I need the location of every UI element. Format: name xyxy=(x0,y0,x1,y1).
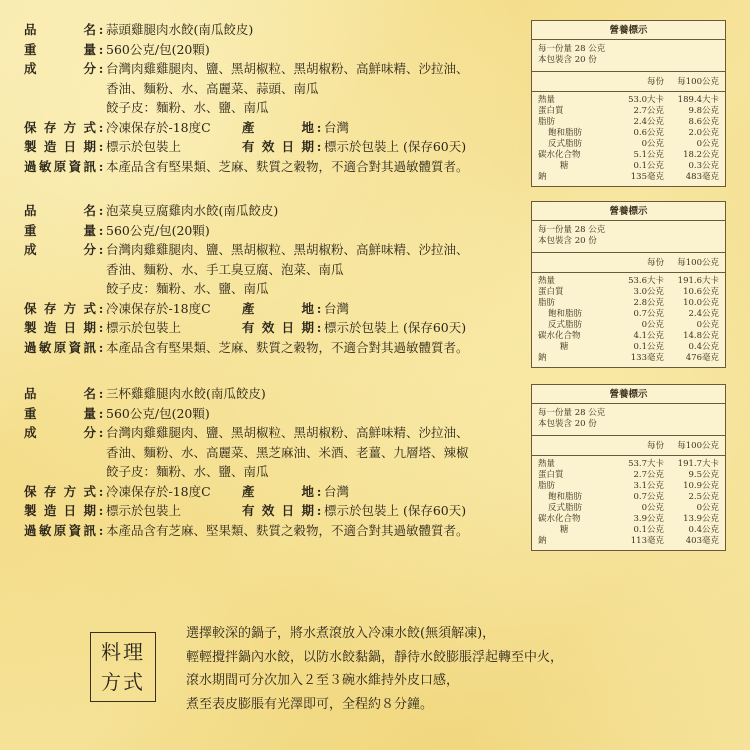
nutrient-name: 碳水化合物 xyxy=(538,331,581,341)
per-serving-value: 0公克 xyxy=(641,139,664,149)
nutrient-name: 反式脂肪 xyxy=(548,320,583,330)
per-serving-value: 0.6公克 xyxy=(633,128,664,138)
cooking-line: 選擇較深的鍋子，將水煮滾放入冷凍水餃(無須解凍)， xyxy=(186,626,496,641)
nutrition-row xyxy=(538,342,719,353)
per-100g-value: 2.0公克 xyxy=(688,128,719,138)
colon: : xyxy=(98,405,104,421)
storage-origin-row xyxy=(24,482,494,502)
serving-info xyxy=(532,404,725,436)
per-serving-value: 2.4公克 xyxy=(633,117,664,127)
wrapper-ingredients: 餃子皮：麵粉、水、鹽、南瓜 xyxy=(106,464,269,479)
storage-origin-row xyxy=(24,299,494,319)
colon: : xyxy=(98,522,104,538)
nutrition-row xyxy=(538,503,719,514)
dates-row xyxy=(24,137,494,157)
per-100g-value: 0.4公克 xyxy=(688,342,719,352)
cooking-label-line1: 料理 xyxy=(101,640,145,664)
nutrient-name: 蛋白質 xyxy=(538,106,564,116)
per-100g-value: 9.5公克 xyxy=(688,470,719,480)
per-serving-value: 3.9公克 xyxy=(633,514,664,524)
weight-value: 560公克/包(20顆) xyxy=(106,41,210,57)
per-100g-header: 每100公克 xyxy=(677,258,719,268)
storage-label: 保 存 方 式 xyxy=(24,300,96,316)
dates-row xyxy=(24,501,494,521)
cooking-label-line2: 方式 xyxy=(101,670,145,694)
storage-label: 保 存 方 式 xyxy=(24,119,96,135)
nutrition-row xyxy=(538,459,719,470)
nutrient-name: 蛋白質 xyxy=(538,470,564,480)
per-serving-value: 2.7公克 xyxy=(633,106,664,116)
ingredients-label: 成 分 xyxy=(24,61,96,76)
nutrition-column-headers xyxy=(532,253,725,273)
storage-label: 保 存 方 式 xyxy=(24,483,96,499)
origin-label: 產 地 xyxy=(242,300,314,316)
expiry-date-label: 有 效 日 期 xyxy=(242,320,314,335)
nutrition-rows xyxy=(532,92,725,186)
nutrition-row xyxy=(538,117,719,128)
expiry-date-label: 有 效 日 期 xyxy=(242,139,314,154)
per-serving-value: 0.7公克 xyxy=(633,309,664,319)
expiry-date-value: 標示於包裝上 (保存60天) xyxy=(324,320,467,335)
product-name: 蒜頭雞腿肉水餃(南瓜餃皮) xyxy=(106,22,254,37)
origin-value: 台灣 xyxy=(324,483,350,499)
nutrient-name: 碳水化合物 xyxy=(538,514,581,524)
nutrition-row xyxy=(538,150,719,161)
cooking-line: 煮至表皮膨脹有光澤即可，全程約８分鐘。 xyxy=(186,696,434,712)
origin-label: 產 地 xyxy=(242,119,314,135)
per-100g-value: 10.9公克 xyxy=(683,481,719,491)
nutrient-name: 鈉 xyxy=(538,353,547,363)
nutrition-facts-table xyxy=(531,201,726,368)
nutrient-name: 熱量 xyxy=(538,95,556,105)
nutrition-row xyxy=(538,128,719,139)
per-100g-value: 191.7大卡 xyxy=(677,459,719,469)
nutrition-row xyxy=(538,514,719,525)
per-100g-value: 10.0公克 xyxy=(683,298,719,308)
per-100g-value: 403毫克 xyxy=(685,536,719,546)
nutrition-title: 營養標示 xyxy=(532,202,725,221)
nutrition-row xyxy=(538,161,719,172)
nutrition-row xyxy=(538,481,719,492)
per-100g-value: 476毫克 xyxy=(685,353,719,363)
allergen-value: 本產品含有堅果類、芝麻、麩質之穀物，不適合對其過敏體質者。 xyxy=(106,339,469,355)
colon: : xyxy=(98,222,104,238)
ingredients-row xyxy=(24,423,494,443)
manufacture-date-value: 標示於包裝上 xyxy=(106,320,182,335)
per-serving-value: 53.6大卡 xyxy=(628,276,664,286)
storage-value: 冷凍保存於-18度C xyxy=(106,119,211,135)
nutrient-name: 鈉 xyxy=(538,536,547,546)
nutrition-row xyxy=(538,470,719,481)
colon: : xyxy=(98,139,104,154)
nutrient-name: 飽和脂肪 xyxy=(548,492,583,502)
product-name-label: 品 名 xyxy=(24,203,96,218)
manufacture-date-label: 製 造 日 期 xyxy=(24,503,96,518)
ingredients-line2: 香油、麵粉、水、高麗菜、黑芝麻油、米酒、老薑、九層塔、辣椒 xyxy=(106,444,469,460)
colon: : xyxy=(98,320,104,335)
manufacture-date-label: 製 造 日 期 xyxy=(24,320,96,335)
serving-size: 每一份量 28 公克 xyxy=(538,44,606,54)
colon: : xyxy=(316,119,322,135)
nutrition-row xyxy=(538,525,719,536)
serving-info xyxy=(532,221,725,253)
servings-per-package: 本包裝含 20 份 xyxy=(538,55,597,65)
nutrient-name: 鈉 xyxy=(538,172,547,182)
colon: : xyxy=(98,503,104,518)
colon: : xyxy=(98,483,104,499)
allergen-label: 過 敏 原 資 訊 xyxy=(24,339,96,355)
colon: : xyxy=(98,339,104,355)
nutrition-row xyxy=(538,139,719,150)
product-info-section xyxy=(24,384,494,540)
nutrition-row xyxy=(538,353,719,364)
cooking-method-label-box xyxy=(90,632,156,702)
colon: : xyxy=(98,22,104,37)
per-serving-value: 3.1公克 xyxy=(633,481,664,491)
per-serving-header: 每份 xyxy=(646,77,664,87)
per-100g-value: 18.2公克 xyxy=(683,150,719,160)
allergen-row xyxy=(24,338,494,358)
colon: : xyxy=(98,41,104,57)
serving-info xyxy=(532,40,725,72)
per-serving-value: 53.0大卡 xyxy=(628,95,664,105)
per-serving-value: 2.8公克 xyxy=(633,298,664,308)
per-100g-value: 0.3公克 xyxy=(688,161,719,171)
per-100g-value: 189.4大卡 xyxy=(677,95,719,105)
nutrition-row xyxy=(538,331,719,342)
product-name-row xyxy=(24,384,494,404)
per-serving-header: 每份 xyxy=(646,441,664,451)
nutrition-row xyxy=(538,172,719,183)
expiry-date-value: 標示於包裝上 (保存60天) xyxy=(324,503,467,518)
serving-size: 每一份量 28 公克 xyxy=(538,225,606,235)
nutrition-row xyxy=(538,276,719,287)
per-serving-header: 每份 xyxy=(646,258,664,268)
ingredients-line2: 香油、麵粉、水、手工臭豆腐、泡菜、南瓜 xyxy=(106,261,344,277)
per-serving-value: 4.1公克 xyxy=(633,331,664,341)
colon: : xyxy=(98,242,104,257)
nutrient-name: 脂肪 xyxy=(538,117,556,127)
cooking-line: 輕輕攪拌鍋內水餃，以防水餃黏鍋，靜待水餃膨脹浮起轉至中火， xyxy=(186,649,564,665)
product-name-row xyxy=(24,201,494,221)
nutrient-name: 碳水化合物 xyxy=(538,150,581,160)
expiry-date-value: 標示於包裝上 (保存60天) xyxy=(324,139,467,154)
per-100g-value: 0公克 xyxy=(696,320,719,330)
colon: : xyxy=(316,300,322,316)
servings-per-package: 本包裝含 20 份 xyxy=(538,236,597,246)
manufacture-date-value: 標示於包裝上 xyxy=(106,503,182,518)
serving-size: 每一份量 28 公克 xyxy=(538,408,606,418)
colon: : xyxy=(98,300,104,316)
colon: : xyxy=(316,503,322,518)
product-name-label: 品 名 xyxy=(24,22,96,37)
product-name-label: 品 名 xyxy=(24,386,96,401)
nutrient-name: 反式脂肪 xyxy=(548,503,583,513)
product-info-section xyxy=(24,20,494,176)
wrapper-ingredients: 餃子皮：麵粉、水、鹽、南瓜 xyxy=(106,100,269,115)
allergen-label: 過 敏 原 資 訊 xyxy=(24,522,96,538)
nutrient-name: 熱量 xyxy=(538,276,556,286)
nutrition-rows xyxy=(532,273,725,367)
colon: : xyxy=(98,158,104,174)
nutrient-name: 脂肪 xyxy=(538,481,556,491)
ingredients-line1: 台灣肉雞雞腿肉、鹽、黑胡椒粒、黑胡椒粉、高鮮味精、沙拉油、 xyxy=(106,242,469,257)
nutrition-rows xyxy=(532,456,725,550)
nutrient-name: 飽和脂肪 xyxy=(548,128,583,138)
product-name: 泡菜臭豆腐雞肉水餃(南瓜餃皮) xyxy=(106,203,279,218)
per-serving-value: 113毫克 xyxy=(630,536,664,546)
per-100g-value: 2.5公克 xyxy=(688,492,719,502)
product-info-section xyxy=(24,201,494,357)
manufacture-date-label: 製 造 日 期 xyxy=(24,139,96,154)
weight-row xyxy=(24,404,494,424)
expiry-date-label: 有 效 日 期 xyxy=(242,503,314,518)
ingredients-row xyxy=(24,240,494,260)
per-100g-value: 10.6公克 xyxy=(683,287,719,297)
per-100g-value: 0公克 xyxy=(696,503,719,513)
per-serving-value: 5.1公克 xyxy=(633,150,664,160)
origin-label: 產 地 xyxy=(242,483,314,499)
nutrition-row xyxy=(538,287,719,298)
allergen-row xyxy=(24,157,494,177)
ingredients-line1: 台灣肉雞雞腿肉、鹽、黑胡椒粒、黑胡椒粉、高鮮味精、沙拉油、 xyxy=(106,61,469,76)
cooking-instructions xyxy=(186,622,563,716)
nutrition-row xyxy=(538,492,719,503)
nutrition-row xyxy=(538,320,719,331)
dates-row xyxy=(24,318,494,338)
per-serving-value: 135毫克 xyxy=(630,172,664,182)
nutrient-name: 熱量 xyxy=(538,459,556,469)
nutrient-name: 糖 xyxy=(560,525,569,535)
origin-value: 台灣 xyxy=(324,119,350,135)
ingredients-line2: 香油、麵粉、水、高麗菜、蒜頭、南瓜 xyxy=(106,80,319,96)
per-serving-value: 3.0公克 xyxy=(633,287,664,297)
per-100g-value: 13.9公克 xyxy=(683,514,719,524)
per-100g-value: 9.8公克 xyxy=(688,106,719,116)
per-100g-value: 14.8公克 xyxy=(683,331,719,341)
nutrient-name: 糖 xyxy=(560,161,569,171)
weight-row xyxy=(24,221,494,241)
allergen-value: 本產品含有堅果類、芝麻、麩質之穀物，不適合對其過敏體質者。 xyxy=(106,158,469,174)
per-serving-value: 0公克 xyxy=(641,503,664,513)
product-name-row xyxy=(24,20,494,40)
per-serving-value: 0.1公克 xyxy=(633,161,664,171)
nutrition-row xyxy=(538,298,719,309)
colon: : xyxy=(98,203,104,218)
per-serving-value: 0.1公克 xyxy=(633,525,664,535)
nutrient-name: 蛋白質 xyxy=(538,287,564,297)
storage-value: 冷凍保存於-18度C xyxy=(106,483,211,499)
nutrient-name: 糖 xyxy=(560,342,569,352)
weight-row xyxy=(24,40,494,60)
per-serving-value: 0.1公克 xyxy=(633,342,664,352)
weight-value: 560公克/包(20顆) xyxy=(106,405,210,421)
colon: : xyxy=(316,483,322,499)
manufacture-date-value: 標示於包裝上 xyxy=(106,139,182,154)
storage-origin-row xyxy=(24,118,494,138)
nutrition-row xyxy=(538,536,719,547)
allergen-label: 過 敏 原 資 訊 xyxy=(24,158,96,174)
nutrition-row xyxy=(538,106,719,117)
per-100g-value: 0公克 xyxy=(696,139,719,149)
colon: : xyxy=(316,320,322,335)
colon: : xyxy=(316,139,322,154)
ingredients-label: 成 分 xyxy=(24,242,96,257)
wrapper-ingredients: 餃子皮：麵粉、水、鹽、南瓜 xyxy=(106,281,269,296)
per-100g-value: 191.6大卡 xyxy=(677,276,719,286)
colon: : xyxy=(98,425,104,440)
ingredients-row xyxy=(24,59,494,79)
colon: : xyxy=(98,119,104,135)
nutrition-column-headers xyxy=(532,72,725,92)
ingredients-label: 成 分 xyxy=(24,425,96,440)
origin-value: 台灣 xyxy=(324,300,350,316)
nutrient-name: 反式脂肪 xyxy=(548,139,583,149)
per-100g-header: 每100公克 xyxy=(677,77,719,87)
per-100g-value: 0.4公克 xyxy=(688,525,719,535)
product-name: 三杯雞雞腿肉水餃(南瓜餃皮) xyxy=(106,386,266,401)
nutrition-facts-table xyxy=(531,20,726,187)
weight-label: 重 量 xyxy=(24,41,96,57)
per-100g-value: 2.4公克 xyxy=(688,309,719,319)
nutrition-column-headers xyxy=(532,436,725,456)
servings-per-package: 本包裝含 20 份 xyxy=(538,419,597,429)
nutrition-facts-table xyxy=(531,384,726,551)
per-serving-value: 53.7大卡 xyxy=(628,459,664,469)
per-100g-value: 8.6公克 xyxy=(688,117,719,127)
nutrient-name: 脂肪 xyxy=(538,298,556,308)
per-100g-header: 每100公克 xyxy=(677,441,719,451)
storage-value: 冷凍保存於-18度C xyxy=(106,300,211,316)
colon: : xyxy=(98,61,104,76)
per-serving-value: 0.7公克 xyxy=(633,492,664,502)
nutrition-title: 營養標示 xyxy=(532,21,725,40)
allergen-row xyxy=(24,521,494,541)
per-100g-value: 483毫克 xyxy=(685,172,719,182)
nutrition-row xyxy=(538,95,719,106)
allergen-value: 本產品含有芝麻、堅果類、麩質之穀物，不適合對其過敏體質者。 xyxy=(106,522,469,538)
ingredients-line1: 台灣肉雞雞腿肉、鹽、黑胡椒粒、黑胡椒粉、高鮮味精、沙拉油、 xyxy=(106,425,469,440)
weight-value: 560公克/包(20顆) xyxy=(106,222,210,238)
per-serving-value: 0公克 xyxy=(641,320,664,330)
weight-label: 重 量 xyxy=(24,405,96,421)
nutrition-title: 營養標示 xyxy=(532,385,725,404)
weight-label: 重 量 xyxy=(24,222,96,238)
nutrient-name: 飽和脂肪 xyxy=(548,309,583,319)
per-serving-value: 133毫克 xyxy=(630,353,664,363)
colon: : xyxy=(98,386,104,401)
cooking-line: 滾水期間可分次加入２至３碗水維持外皮口感， xyxy=(186,673,460,688)
per-serving-value: 2.7公克 xyxy=(633,470,664,480)
nutrition-row xyxy=(538,309,719,320)
